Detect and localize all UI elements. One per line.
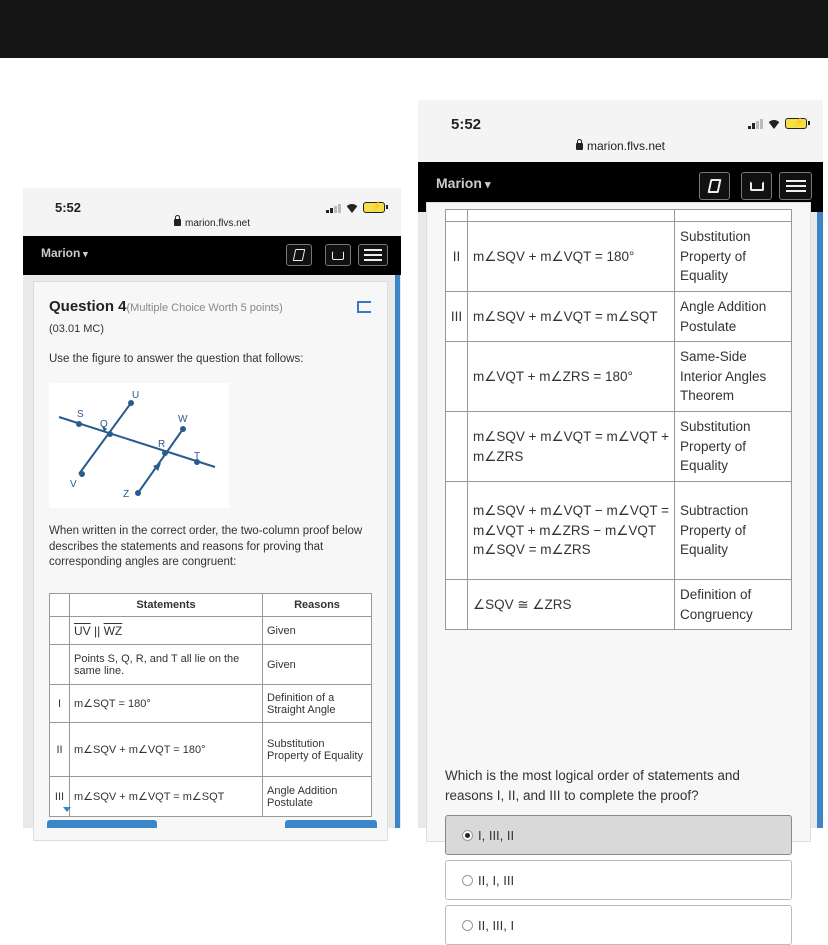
- scrollbar[interactable]: [817, 212, 823, 828]
- lock-icon: [576, 143, 583, 150]
- proof-table-continued: [445, 209, 792, 630]
- option-1[interactable]: [445, 815, 792, 855]
- radio-option-1[interactable]: [462, 830, 473, 841]
- label-v: V: [70, 479, 77, 490]
- label-u: U: [132, 390, 140, 401]
- url-bar[interactable]: [418, 139, 823, 153]
- url-bar[interactable]: [23, 218, 401, 229]
- label-w: W: [178, 414, 188, 425]
- status-bar: [23, 188, 401, 236]
- signal-icon: [748, 119, 763, 129]
- label-z: Z: [123, 489, 130, 500]
- battery-icon: ⚡: [363, 202, 385, 213]
- status-time: 5:52: [55, 200, 82, 215]
- chevron-down-icon[interactable]: [63, 807, 73, 813]
- scrollbar[interactable]: [395, 275, 400, 828]
- inbox-button[interactable]: [741, 172, 772, 200]
- option-1-label: I, III, II: [478, 827, 515, 843]
- lock-icon: [174, 219, 181, 226]
- option-3[interactable]: [445, 905, 792, 945]
- content-area: [23, 275, 401, 828]
- nav-bar: [23, 236, 401, 275]
- book-icon: [708, 179, 722, 193]
- option-3-label: II, III, I: [478, 917, 515, 933]
- content-area: [418, 212, 823, 933]
- book-icon: [293, 249, 306, 261]
- table-row: I m∠SQT = 180° Definition of a Straight Angle: [50, 685, 372, 723]
- book-button[interactable]: [286, 244, 312, 266]
- table-row: $\overline{UV}$ || $\overline{WZ}$ Given: [50, 617, 372, 645]
- top-dark-bar: [0, 0, 828, 58]
- table-row: Points S, Q, R, and T all lie on the same line. Given: [50, 645, 372, 685]
- status-icons: [748, 118, 807, 129]
- question-subtitle: (Multiple Choice Worth 5 points): [126, 302, 283, 314]
- menu-button[interactable]: [779, 172, 812, 200]
- battery-icon: ⚡: [785, 118, 807, 129]
- wifi-icon: [345, 204, 359, 213]
- proof-table: [49, 593, 372, 817]
- table-row: ∠SQV ≅ ∠ZRS Definition of Congruency: [446, 580, 792, 630]
- prompt-text: Which is the most logical order of statements and reasons I, II, and III to complete the proof?: [445, 768, 740, 803]
- table-row: III m∠SQV + m∠VQT = m∠SQT Angle Addition Postulate: [50, 777, 372, 817]
- url-text: marion.flvs.net: [184, 218, 251, 229]
- table-row: II m∠SQV + m∠VQT = 180° Substitution Property of Equality: [446, 222, 792, 292]
- geometry-figure: [49, 383, 229, 508]
- table-row: III m∠SQV + m∠VQT = m∠SQT Angle Addition Postulate: [446, 292, 792, 342]
- table-row: II m∠SQV + m∠VQT = 180° Substitution Property of Equality: [50, 723, 372, 777]
- label-r: R: [158, 439, 166, 450]
- status-time: 5:52: [451, 116, 482, 133]
- question-code: (03.01 MC): [49, 323, 105, 335]
- label-s: S: [77, 409, 84, 420]
- right-phone-screenshot: [418, 100, 823, 933]
- menu-button[interactable]: [358, 244, 388, 266]
- option-2[interactable]: [445, 860, 792, 900]
- menu-icon: [364, 249, 382, 251]
- table-row: m∠SQV + m∠VQT = m∠VQT + m∠ZRS Substitution Property of Equality: [446, 412, 792, 482]
- user-menu[interactable]: Marion ▾: [436, 175, 491, 191]
- inbox-icon: [750, 181, 764, 191]
- question-title: Question 4(Multiple Choice Worth 5 points): [49, 298, 283, 315]
- user-menu[interactable]: Marion ▾: [41, 246, 88, 260]
- book-button[interactable]: [699, 172, 730, 200]
- wifi-icon: [767, 120, 781, 129]
- flag-icon[interactable]: [357, 301, 371, 313]
- label-q: Q: [100, 419, 108, 430]
- bottom-button-left[interactable]: [47, 820, 157, 828]
- description-text: When written in the correct order, the two-column proof below describes the statements and reasons for proving that corresponding angles are congruent:: [49, 525, 363, 568]
- inbox-button[interactable]: [325, 244, 351, 266]
- table-row: m∠SQV + m∠VQT − m∠VQT = m∠VQT + m∠ZRS − m∠VQT m∠SQV = m∠ZRS Subtraction Property of Equality: [446, 482, 792, 580]
- inbox-icon: [332, 251, 344, 260]
- radio-option-2[interactable]: [462, 875, 473, 886]
- instruction-text: Use the figure to answer the question that follows:: [49, 353, 304, 365]
- statements-header: Statements: [70, 594, 263, 617]
- status-bar: [418, 100, 823, 162]
- signal-icon: [326, 204, 341, 213]
- bottom-button-right[interactable]: [285, 820, 377, 828]
- menu-icon: [786, 180, 806, 182]
- option-2-label: II, I, III: [478, 872, 515, 888]
- radio-option-3[interactable]: [462, 920, 473, 931]
- left-phone-screenshot: [23, 188, 401, 828]
- label-t: T: [194, 451, 201, 462]
- status-icons: [326, 202, 385, 213]
- table-row: m∠VQT + m∠ZRS = 180° Same-Side Interior Angles Theorem: [446, 342, 792, 412]
- reasons-header: Reasons: [263, 594, 372, 617]
- url-text: marion.flvs.net: [586, 139, 666, 153]
